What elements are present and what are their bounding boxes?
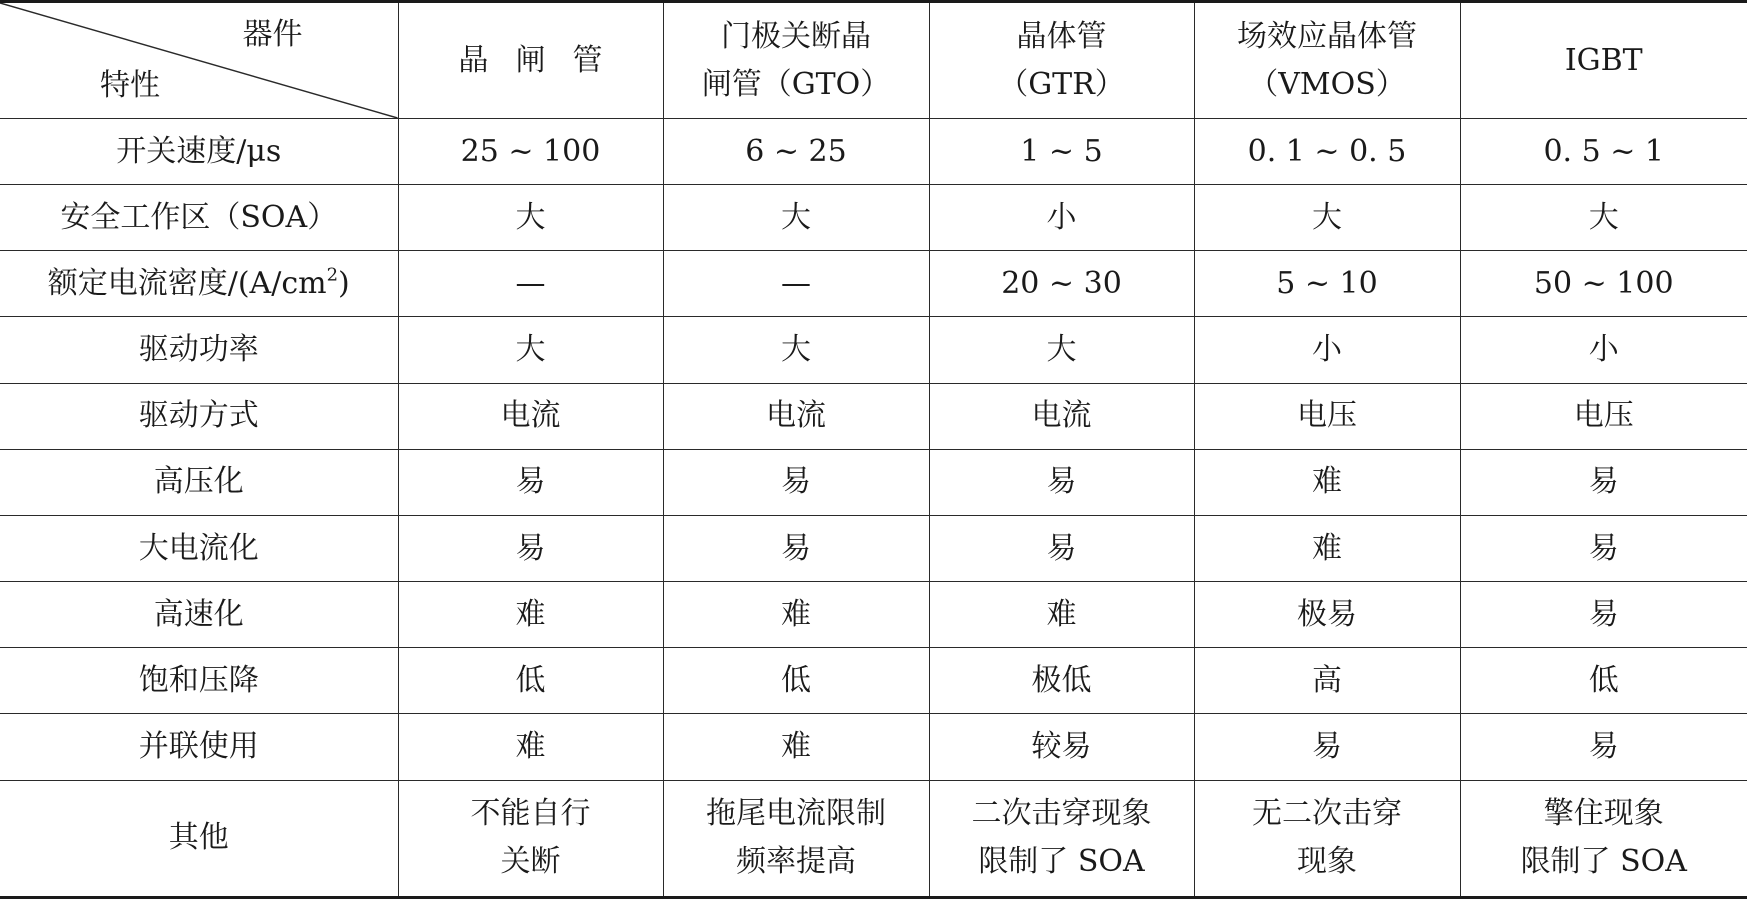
table-cell: 大 [663,317,929,383]
table-cell: 电压 [1194,383,1460,449]
cell-line: 限制了 SOA [978,844,1145,880]
table-cell: 难 [398,714,663,780]
row-label: 高压化 [0,449,398,515]
table-cell: 高 [1194,648,1460,714]
table-cell: 难 [398,582,663,648]
table-cell: 大 [1194,185,1460,251]
col-header-line: 晶闸管 [458,42,630,78]
table-cell: 50 ~ 100 [1460,251,1747,317]
col-header-vmos [1194,2,1460,119]
table-cell [663,780,929,897]
table-cell: 低 [1460,648,1747,714]
table-cell: 0. 1 ~ 0. 5 [1194,119,1460,185]
corner-label-characteristic: 特性 [100,68,160,103]
row-label: 驱动功率 [0,317,398,383]
table-row [0,515,1747,581]
table-cell: 大 [398,317,663,383]
table-cell [398,780,663,897]
table-cell: 25 ~ 100 [398,119,663,185]
col-header-thyristor [398,2,663,119]
table-cell: 较易 [929,714,1194,780]
cell-line: 关断 [500,844,561,880]
cell-line: 限制了 SOA [1520,844,1687,880]
table-row [0,251,1747,317]
table-cell: 易 [1460,449,1747,515]
row-label: 大电流化 [0,515,398,581]
table-cell: 大 [663,185,929,251]
table-cell: 易 [1460,515,1747,581]
row-label: 饱和压降 [0,648,398,714]
table-cell: 难 [663,714,929,780]
table-row [0,185,1747,251]
table-row [0,648,1747,714]
col-header-line: 场效应晶体管 [1237,18,1417,54]
table-row-other [0,780,1747,897]
table-row [0,714,1747,780]
table-row [0,317,1747,383]
col-header-line: 门极关断晶 [721,18,871,54]
table-cell: 电压 [1460,383,1747,449]
table-cell: 6 ~ 25 [663,119,929,185]
table-cell: 电流 [929,383,1194,449]
cell-line: 频率提高 [736,844,856,880]
row-label: 其他 [0,780,398,897]
col-header-line: （GTR） [998,66,1125,102]
row-label: 开关速度/μs [0,119,398,185]
table-cell: 易 [1194,714,1460,780]
table-cell: 20 ~ 30 [929,251,1194,317]
table-row [0,449,1747,515]
row-label: 高速化 [0,582,398,648]
table-cell: 电流 [663,383,929,449]
col-header-line: 闸管（GTO） [701,66,891,102]
table-cell: 易 [1460,714,1747,780]
table-cell: 易 [398,449,663,515]
table-cell: 大 [929,317,1194,383]
table-cell: 易 [929,515,1194,581]
table-cell: 易 [663,515,929,581]
table-cell: 易 [929,449,1194,515]
table-cell: 易 [663,449,929,515]
table-cell: — [398,251,663,317]
row-label-text: 额定电流密度/(A/cm [47,265,327,301]
table-cell: 小 [929,185,1194,251]
row-label [0,251,398,317]
table-cell: 1 ~ 5 [929,119,1194,185]
table-row [0,582,1747,648]
table-cell: 0. 5 ~ 1 [1460,119,1747,185]
table-cell: 大 [398,185,663,251]
col-header-gtr [929,2,1194,119]
table-cell: 极低 [929,648,1194,714]
corner-label-device: 器件 [242,17,303,52]
row-label: 并联使用 [0,714,398,780]
cell-line: 现象 [1297,844,1357,880]
col-header-line: 晶体管 [1016,18,1107,54]
col-header-igbt [1460,2,1747,119]
table-cell: 极易 [1194,582,1460,648]
table-cell: 5 ~ 10 [1194,251,1460,317]
table-cell: 低 [663,648,929,714]
table-cell: 电流 [398,383,663,449]
table-cell: — [663,251,929,317]
table-cell [929,780,1194,897]
cell-line: 不能自行 [470,796,591,832]
table-cell: 小 [1460,317,1747,383]
table-cell: 大 [1460,185,1747,251]
row-label-tail: ) [338,265,350,301]
row-label: 安全工作区（SOA） [0,185,398,251]
header-row [0,2,1747,119]
cell-line: 二次击穿现象 [971,796,1152,832]
table-cell: 小 [1194,317,1460,383]
table-cell: 难 [1194,449,1460,515]
table-cell: 低 [398,648,663,714]
corner-header-cell [0,2,398,119]
table-row [0,383,1747,449]
table-row [0,119,1747,185]
col-header-gto [663,2,929,119]
cell-line: 擎住现象 [1543,796,1664,832]
table-cell: 难 [929,582,1194,648]
row-label: 驱动方式 [0,383,398,449]
table-cell [1194,780,1460,897]
cell-line: 无二次击穿 [1252,796,1402,832]
col-header-line: IGBT [1564,42,1643,78]
table-cell: 易 [1460,582,1747,648]
table-cell: 难 [1194,515,1460,581]
col-header-line: （VMOS） [1248,66,1406,102]
table-cell: 易 [398,515,663,581]
table-cell [1460,780,1747,897]
superscript: 2 [326,264,339,286]
diagonal-divider [0,3,398,118]
cell-line: 拖尾电流限制 [706,796,886,832]
table-cell: 难 [663,582,929,648]
